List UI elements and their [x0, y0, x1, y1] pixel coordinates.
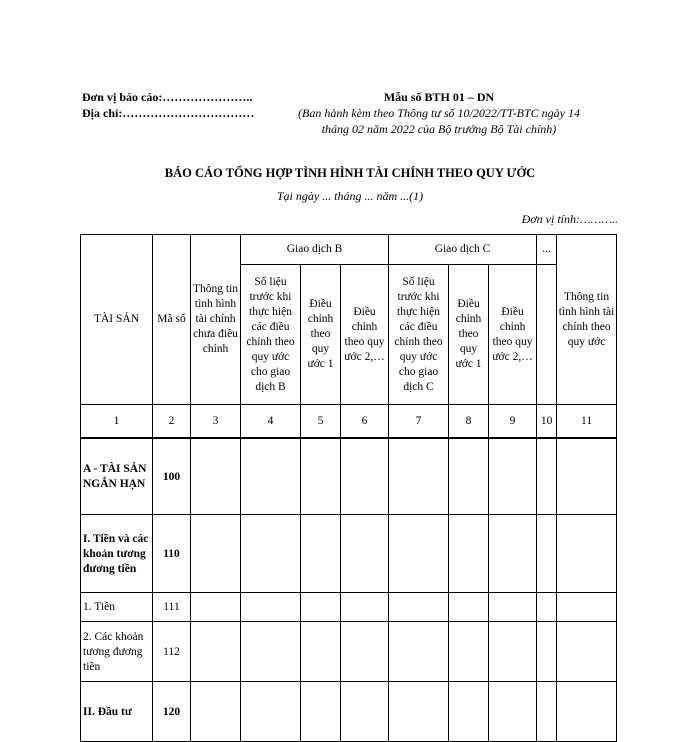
col-header-c-before: Số liệu trước khi thực hiện các điều chỉnh theo quy ước cho giao dịch C: [389, 265, 449, 405]
col-header-unadjusted: Thông tin tình hình tài chính chưa điều chỉnh: [191, 235, 241, 405]
col-header-code: Mã số: [153, 235, 191, 405]
row-name: 1. Tiền: [81, 592, 153, 621]
col-header-b-adj2: Điều chỉnh theo quy ước 2,…: [341, 265, 389, 405]
row-name: A - TÀI SẢN NGẮN HẠN: [81, 438, 153, 514]
col-number: 10: [537, 405, 557, 439]
group-header-transaction-b: Giao dịch B: [241, 235, 389, 265]
col-number: 1: [81, 405, 153, 439]
col-number: 5: [301, 405, 341, 439]
col-number: 4: [241, 405, 301, 439]
row-name: II. Đầu tư: [81, 681, 153, 741]
issued-by-note: (Ban hành kèm theo Thông tư số 10/2022/TT-BTC ngày 14 tháng 02 năm 2022 của Bộ trưởng Bộ Tài chính): [298, 106, 580, 136]
group-header-more: ...: [537, 235, 557, 265]
row-code: 100: [153, 438, 191, 514]
table-row: [81, 621, 617, 681]
column-number-row: [81, 405, 617, 439]
table-row: [81, 592, 617, 621]
table-row: [81, 681, 617, 741]
row-code: 110: [153, 514, 191, 592]
currency-unit: Đơn vị tính:………..: [521, 212, 618, 226]
row-code: 120: [153, 681, 191, 741]
col-header-b-before: Số liệu trước khi thực hiện các điều chỉnh theo quy ước cho giao dịch B: [241, 265, 301, 405]
col-number: 8: [449, 405, 489, 439]
row-code: 112: [153, 621, 191, 681]
col-number: 9: [489, 405, 537, 439]
col-header-assets: TÀI SẢN: [81, 235, 153, 405]
col-header-c-adj2: Điều chỉnh theo quy ước 2,…: [489, 265, 537, 405]
form-number: Mẫu số BTH 01 – DN: [383, 90, 495, 104]
row-name: 2. Các khoản tương đương tiền: [81, 621, 153, 681]
row-code: 111: [153, 592, 191, 621]
financial-report-table: [80, 234, 617, 742]
col-number: 11: [557, 405, 617, 439]
table-row: [81, 514, 617, 592]
reporting-unit-line: Đơn vị báo cáo:…………………..: [82, 90, 253, 104]
col-number: 3: [191, 405, 241, 439]
col-number: 7: [389, 405, 449, 439]
col-header-b-adj1: Điều chỉnh theo quy ước 1: [301, 265, 341, 405]
reporting-unit-block: [82, 89, 254, 121]
address-line: Địa chỉ:……………………………: [82, 106, 255, 120]
col-header-c-adj1: Điều chỉnh theo quy ước 1: [449, 265, 489, 405]
col-header-final: Thông tin tình hình tài chính theo quy ước: [557, 235, 617, 405]
col-number: 2: [153, 405, 191, 439]
report-title: BÁO CÁO TỔNG HỢP TÌNH HÌNH TÀI CHÍNH THEO QUY ƯỚC: [164, 166, 536, 180]
row-name: I. Tiền và các khoản tương đương tiền: [81, 514, 153, 592]
group-header-transaction-c: Giao dịch C: [389, 235, 537, 265]
report-date-line: Tại ngày ... tháng ... năm ...(1): [276, 189, 424, 203]
table-row: [81, 438, 617, 514]
form-number-block: [294, 89, 584, 137]
col-header-more-sub: [537, 265, 557, 405]
col-number: 6: [341, 405, 389, 439]
